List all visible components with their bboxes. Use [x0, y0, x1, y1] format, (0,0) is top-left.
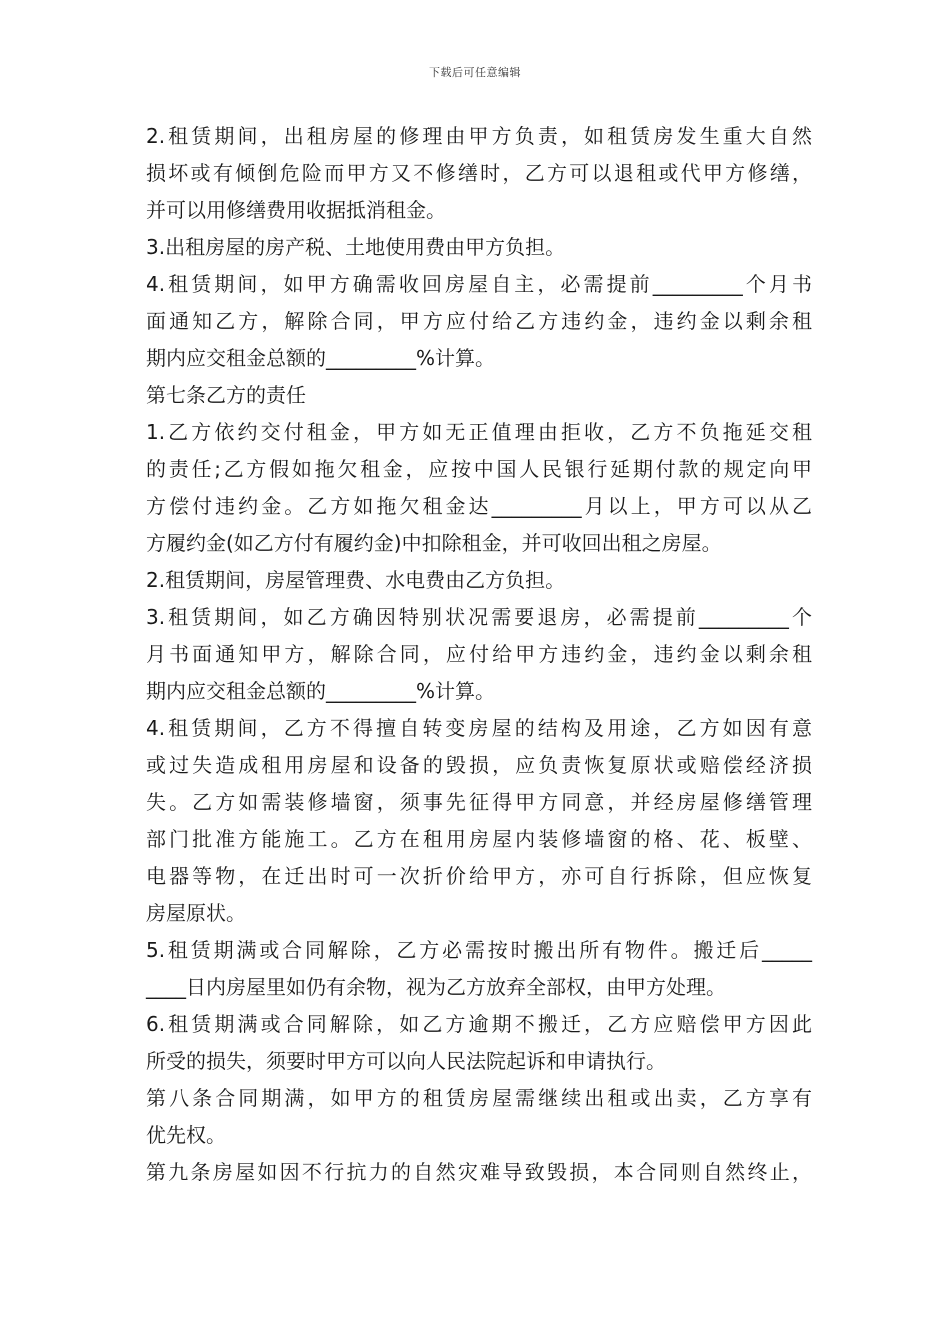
text-line: 或过失造成租用房屋和设备的毁损，应负责恢复原状或赔偿经济损	[146, 753, 812, 777]
text-line: 1.乙方依约交付租金，甲方如无正值理由拒收，乙方不负拖延交租	[146, 420, 812, 444]
text-line: 2.租赁期间，出租房屋的修理由甲方负责，如租赁房发生重大自然	[146, 124, 812, 148]
text-line: 电器等物，在迁出时可一次折价给甲方，亦可自行拆除，但应恢复	[146, 864, 812, 888]
text-line: 房屋原状。	[146, 901, 246, 925]
text-line: 优先权。	[146, 1123, 226, 1147]
text-line: 4.租赁期间，如甲方确需收回房屋自主，必需提前_________个月书	[146, 272, 812, 296]
text-line: 第七条乙方的责任	[146, 383, 306, 407]
page-header: 下载后可任意编辑	[429, 66, 521, 79]
text-line: 3.出租房屋的房产税、土地使用费由甲方负担。	[146, 235, 566, 259]
text-line: 并可以用修缮费用收据抵消租金。	[146, 198, 446, 222]
text-line: 3.租赁期间，如乙方确因特别状况需要退房，必需提前_________个	[146, 605, 812, 629]
text-line: 方履约金(如乙方付有履约金)中扣除租金，并可收回出租之房屋。	[146, 531, 722, 555]
text-line: 4.租赁期间，乙方不得擅自转变房屋的结构及用途，乙方如因有意	[146, 716, 812, 740]
text-line: 所受的损失，须要时甲方可以向人民法院起诉和申请执行。	[146, 1049, 666, 1073]
text-line: 期内应交租金总额的_________%计算。	[146, 346, 496, 370]
text-line: 期内应交租金总额的_________%计算。	[146, 679, 496, 703]
text-line: 部门批准方能施工。乙方在租用房屋内装修墙窗的格、花、板壁、	[146, 827, 812, 851]
text-line: 面通知乙方，解除合同，甲方应付给乙方违约金，违约金以剩余租	[146, 309, 812, 333]
text-line: 6.租赁期满或合同解除，如乙方逾期不搬迁，乙方应赔偿甲方因此	[146, 1012, 812, 1036]
text-line: 第八条合同期满，如甲方的租赁房屋需继续出租或出卖，乙方享有	[146, 1086, 812, 1110]
text-line: 月书面通知甲方，解除合同，应付给甲方违约金，违约金以剩余租	[146, 642, 812, 666]
text-line: 方偿付违约金。乙方如拖欠租金达_________月以上，甲方可以从乙	[146, 494, 812, 518]
document-body	[146, 118, 812, 1191]
text-line: ____日内房屋里如仍有余物，视为乙方放弃全部权，由甲方处理。	[146, 975, 726, 999]
text-line: 第九条房屋如因不行抗力的自然灾难导致毁损，本合同则自然终止，	[146, 1160, 812, 1184]
text-line: 失。乙方如需装修墙窗，须事先征得甲方同意，并经房屋修缮管理	[146, 790, 812, 814]
text-line: 5.租赁期满或合同解除，乙方必需按时搬出所有物件。搬迁后_____	[146, 938, 812, 962]
text-line: 2.租赁期间，房屋管理费、水电费由乙方负担。	[146, 568, 566, 592]
text-line: 的责任;乙方假如拖欠租金，应按中国人民银行延期付款的规定向甲	[146, 457, 812, 481]
text-line: 损坏或有倾倒危险而甲方又不修缮时，乙方可以退租或代甲方修缮，	[146, 161, 812, 185]
